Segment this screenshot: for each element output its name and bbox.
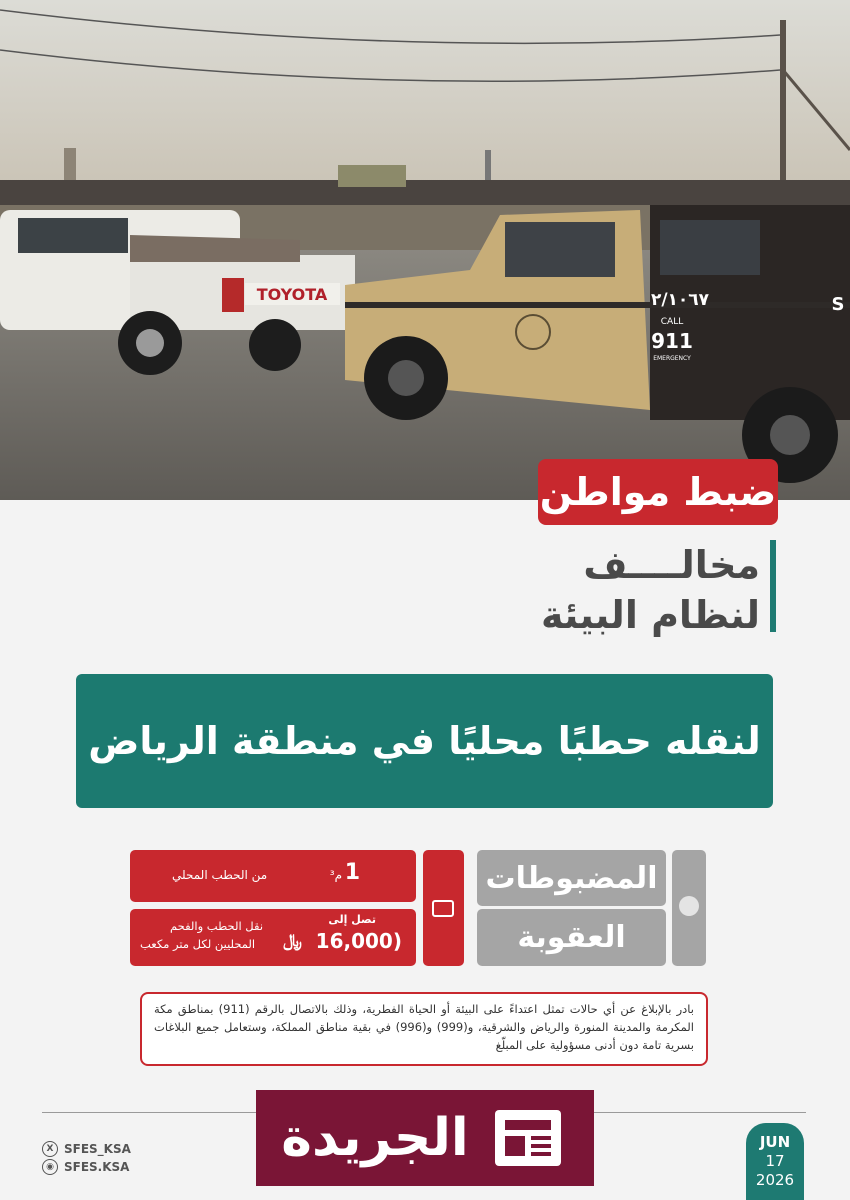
date-month: JUN [759,1133,791,1151]
penalty-prefix: تصل إلى [328,913,376,926]
money-icon [432,900,454,917]
table-icon-column [672,850,706,966]
seized-desc: من الحطب المحلي [172,868,268,882]
logo-text: الجريدة [281,1108,469,1168]
social-handle: SFES.KSA [64,1160,130,1174]
penalty-desc-2: المحليين لكل متر مكعب [140,937,256,951]
date-day: 17 [765,1152,785,1170]
headline-tag: ضبط مواطن [538,459,778,525]
call-sub-text: EMERGENCY [653,355,691,362]
seized-label: المضبوطات [477,850,666,906]
aljarida-logo [256,1090,594,1186]
headline-line-2: لنظام البيئة [540,593,760,637]
side-letter-text: S [831,294,845,315]
seized-unit: م³ [329,868,342,882]
call-number-text: 911 [651,329,693,353]
penalty-label: العقوبة [477,909,666,966]
social-snapchat[interactable] [42,1159,129,1175]
currency-icon: ﷼ [283,931,302,951]
leaf-icon [679,896,699,916]
headline-subtitle [400,540,760,640]
penalty-desc-1: نقل الحطب والفحم [170,919,264,933]
date-badge [746,1123,804,1200]
date-year: 2026 [755,1171,795,1189]
snapchat-icon: ◉ [42,1159,58,1175]
penalty-row [130,909,416,966]
seized-amount: 1 [344,860,360,885]
headline-accent-bar [770,540,776,632]
x-icon: X [42,1141,58,1157]
report-notice: بادر بالإبلاغ عن أي حالات تمثل اعتداءً على البيئة أو الحياة الفطرية، وذلك بالاتصال بالرقم (911) بمناطق مكة المكرمة والمدينة المنورة والرياض والشرقية، و(999) و(996) في بقية مناطق المملكة، وستعامل جميع البلاغات بسرية تامة دون أدنى مسؤولية على المبلّغ [140,992,708,1066]
table-middle-column [423,850,464,966]
social-x[interactable] [42,1141,131,1157]
seized-row [130,850,416,902]
news-photo [0,0,850,500]
pickup-brand-text: TOYOTA [256,285,328,304]
call-label-text: CALL [660,317,684,327]
headline-line-1: مخالــــف [583,543,760,587]
banner-text: لنقله حطبًا محليًا في منطقة الرياض [76,674,773,808]
patrol-number-text: ٢/١٠٦٧ [650,290,710,310]
penalty-amount: (16,000 [315,929,402,953]
newspaper-icon [489,1106,569,1170]
social-handle: SFES_KSA [64,1142,131,1156]
